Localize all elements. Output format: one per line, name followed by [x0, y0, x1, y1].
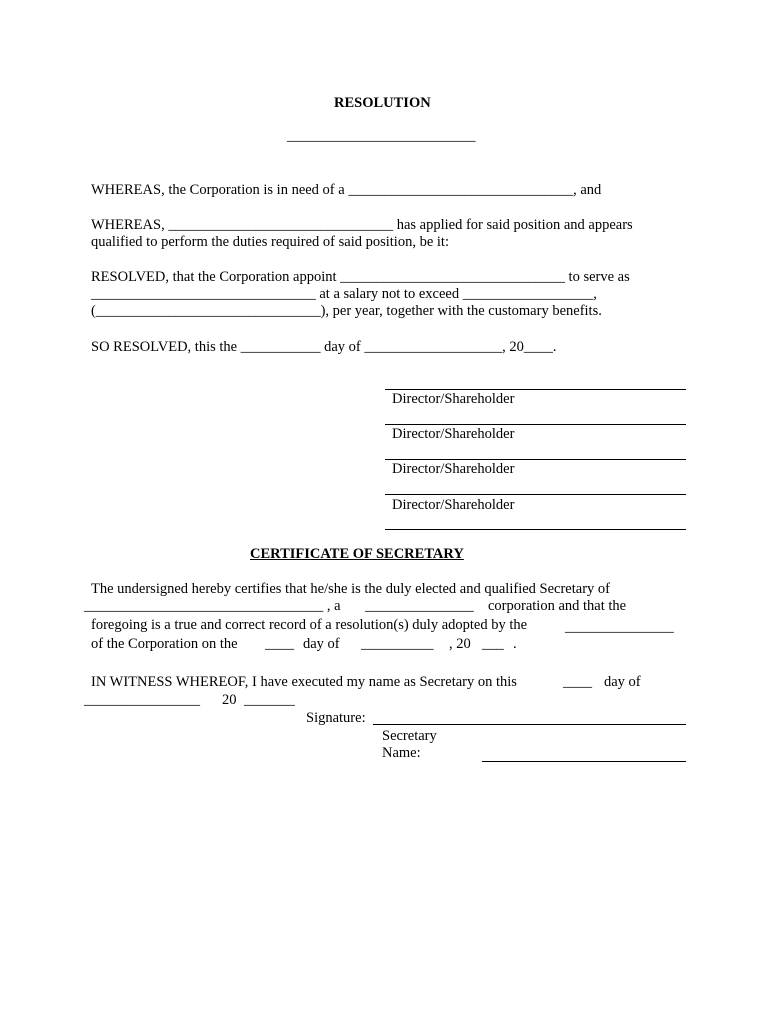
witness-year-blank: _______: [244, 692, 295, 708]
whereas-clause-1: WHEREAS, the Corporation is in need of a _______________________________, and: [91, 182, 602, 198]
certificate-line-1: The undersigned hereby certifies that he/she is the duly elected and qualified Secretary of: [91, 581, 610, 597]
witness-line-1: IN WITNESS WHEREOF, I have executed my name as Secretary on this: [91, 674, 517, 690]
resolved-clause-line-2: _______________________________ at a salary not to exceed __________________,: [91, 286, 597, 302]
resolution-title: RESOLUTION: [334, 95, 431, 111]
certificate-title: CERTIFICATE OF SECRETARY: [250, 546, 464, 562]
certificate-line-2-blank: _________________________________ , a: [84, 598, 341, 614]
month-blank: __________: [361, 636, 434, 652]
year-blank: ___: [482, 636, 504, 652]
director-shareholder-label: Director/Shareholder: [392, 391, 515, 407]
witness-day-blank: ____: [563, 674, 592, 690]
signature-line: [385, 424, 686, 425]
witness-year-prefix: 20: [222, 692, 237, 708]
signature-label: Signature:: [306, 710, 366, 726]
secretary-signature-line: [373, 724, 686, 725]
resolution-title-blank: __________________________: [287, 128, 476, 144]
director-shareholder-label: Director/Shareholder: [392, 497, 515, 513]
whereas-clause-2-line-2: qualified to perform the duties required of said position, be it:: [91, 234, 449, 250]
certificate-line-3: foregoing is a true and correct record of a resolution(s) duly adopted by the: [91, 617, 528, 633]
certificate-line-4: of the Corporation on the: [91, 636, 238, 652]
resolved-clause-line-3: (_______________________________), per year, together with the customary benefits.: [91, 303, 602, 319]
witness-month-blank: ________________: [84, 692, 200, 708]
secretary-label: Secretary: [382, 728, 437, 744]
period: .: [513, 636, 517, 652]
signature-line: [385, 389, 686, 390]
day-blank: ____: [265, 636, 294, 652]
name-label: Name:: [382, 745, 421, 761]
director-shareholder-label: Director/Shareholder: [392, 426, 515, 442]
so-resolved-clause: SO RESOLVED, this the ___________ day of ___________________, 20____.: [91, 339, 557, 355]
director-shareholder-label: Director/Shareholder: [392, 461, 515, 477]
signature-line: [385, 459, 686, 460]
secretary-name-line: [482, 761, 686, 762]
adopted-by-blank: _______________: [565, 619, 674, 635]
year-prefix: , 20: [449, 636, 471, 652]
signature-line: [385, 494, 686, 495]
certificate-line-2-text: corporation and that the: [488, 598, 627, 614]
signature-line: [385, 529, 686, 530]
witness-day-of-text: day of: [604, 674, 641, 690]
day-of-text: day of: [303, 636, 340, 652]
resolved-clause-line-1: RESOLVED, that the Corporation appoint _______________________________ to serve as: [91, 269, 630, 285]
whereas-clause-2-line-1: WHEREAS, _______________________________ has applied for said position and appears: [91, 217, 633, 233]
corporation-type-blank: _______________: [365, 598, 474, 614]
